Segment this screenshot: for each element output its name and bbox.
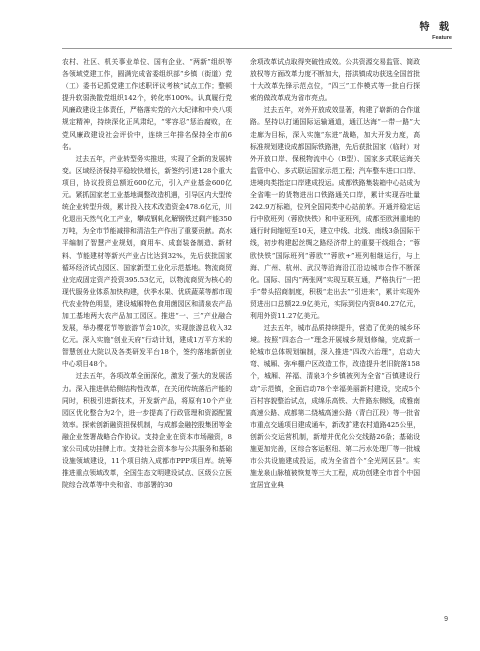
paragraph: 农村、社区、机关事业单位、国有企业、“两新”组织等各领域党建工作，圆满完成省委组织部“乡镇（街道）党（工）委书记抓党建工作述职评议考核”试点工作；整顿提升软弱涣散党组织142个，转化率100%。认真履行党风廉政建设主体责任，严格落实党的六大纪律和中央八项规定精神，持续深化正风肃纪，“零容忍”惩治腐败，在党风廉政建设社会评价中，连续三年排名保持全市前6名。 — [62, 58, 232, 151]
header-divider — [62, 48, 452, 49]
paragraph: 过去五年，对外开放成效显著，构建了崭新的合作道路。坚持以打通国际运输通道，通江达海“一带一路”大走廊为目标，深入实施“东进”战略，加大开发力度，高标准规划建设成都国际铁路港，先后获批国家（临时）对外开放口岸、保税物流中心（B型）、国家多式联运海关监管中心、多式联运国家示范工程；汽车整车进口口岸、进境肉类指定口岸建成投运。成都铁路集装箱中心站成为全省唯一的货物进出口铁路通关口岸，累计实现吞吐量242.9万标箱，位列全国同类中心站前茅。开通并稳定运行中欧班列（蓉欧快铁）和中亚班列，成都至欧洲重地的通行时间缩短至10天，建立中线、北线、南线3条国际干线，初步构建起丝绸之路经济带上的重要干线组合；“蓉欧快铁”国际班列“蓉欧”“蓉欧+”班列相继运行，与上海、广州、杭州、武汉等沿海沿江沿边城市合作不断深化。国际、国内“两张网”实现互联互通，严格执行“一把手”带头招商制度，积极“走出去”“引进来”，累计实现外贸进出口总额22.9亿美元，实际到位内资840.27亿元，利用外资11.27亿美元。 — [250, 106, 420, 320]
section-subtitle: Feature — [432, 35, 452, 41]
section-title: 特 载 — [419, 22, 452, 33]
paragraph: 过去五年，各项改革全面深化，激发了强大的发展活力。深入推进供给侧结构性改革，在关闭传统落后产能的同时，积极引进新技术，开发新产品，将原有10个产业园区优化整合为2个，进一步提高了行政管理和资源配置效率。探索创新融资担保机制，与成都金融控股集团等金融企业签署战略合作协议。支持企业在资本市场融资，8家公司成功挂牌上市。支持社会资本参与公共服务和基础设施领域建设，11个项目纳入成都市PPP项目库。统筹推进重点领域改革，全国生态文明建设试点、区级公立医院综合改革等中央和省、市部署的30 — [62, 372, 232, 490]
left-column — [62, 56, 232, 596]
paragraph: 过去五年，产业转型务实推进，实现了全新的发展转变。区域经济保持平稳较快增长，新签约引进128个重大项目，协议投资总额近600亿元，引入产业基金600亿元。紧抓国家老工业基地调整改造机遇，引导区内大型传统企业转型升级，累计投入技术改造资金478.6亿元，川化退出天然气化工产业，攀成钢轧化解钢铁过剩产能350万吨，为全市节能减排和清洁生产作出了重要贡献。高水平编制了智慧产业规划，商用车、成套装备制造、新材料、节能建材等新兴产业占比达到32%，先后获批国家循环经济试点园区、国家新型工业化示范基地。物流商贸业完成固定资产投资395.53亿元，以物流商贸为核心的现代服务业体系加快构建，伏季水果、优质蔬菜等都市现代农业特色明显，建设城厢特色食用菌园区和清泉农产品加工基地两大农产品加工园区。推进“一、三”产业融合发展，举办樱花节等旅游节会10次，实现旅游总收入32亿元。深入实施“创业天府”行动计划，建成1万平方米的智慧创业大院以及各类研发平台18个，签约落地新创业中心项目48个。 — [62, 154, 232, 369]
section-header — [420, 18, 452, 41]
right-column — [250, 56, 420, 596]
paragraph: 过去五年，城市品质持续提升，营造了优美的城乡环境。按照“四态合一”理念开展城乡规划修编，完成新一轮城市总体规划编制，深入推进“四改六治理”，启动大弯、城厢、弥牟棚户区改造工作，改造提升老旧院落158个，城厢、祥福、清泉3个乡镇被列为全省“百镇建设行动”示范镇，全面启动78个幸福美丽新村建设，完成5个百村容貌整治试点，成绵乐高铁、大件路东侧线，成雅南高速公路、成都第二绕城高速公路（青白江段）等一批省市重点交通项目建成通车，新改扩建农村道路425公里，创新公交运营机制，新增并优化公交线路26条；基础设施更加完善，区综合客运枢纽、第二污水处理厂等一批城市公共设施建成投运，成为全省首个“全光网区县”。实施龙泉山脉植被恢复等三大工程，成功创建全市首个中国宜居宜业典 — [250, 324, 420, 490]
paragraph: 余项改革试点取得突破性成效。公共资源交易监管、简政放权等方面改革力度不断加大，搭洪镇成功获选全国首批十大改革先锋示范点位，“四三”工作模式等一批自行探索的做改革成为省市亮点。 — [250, 58, 420, 103]
page-number: 9 — [444, 616, 448, 623]
